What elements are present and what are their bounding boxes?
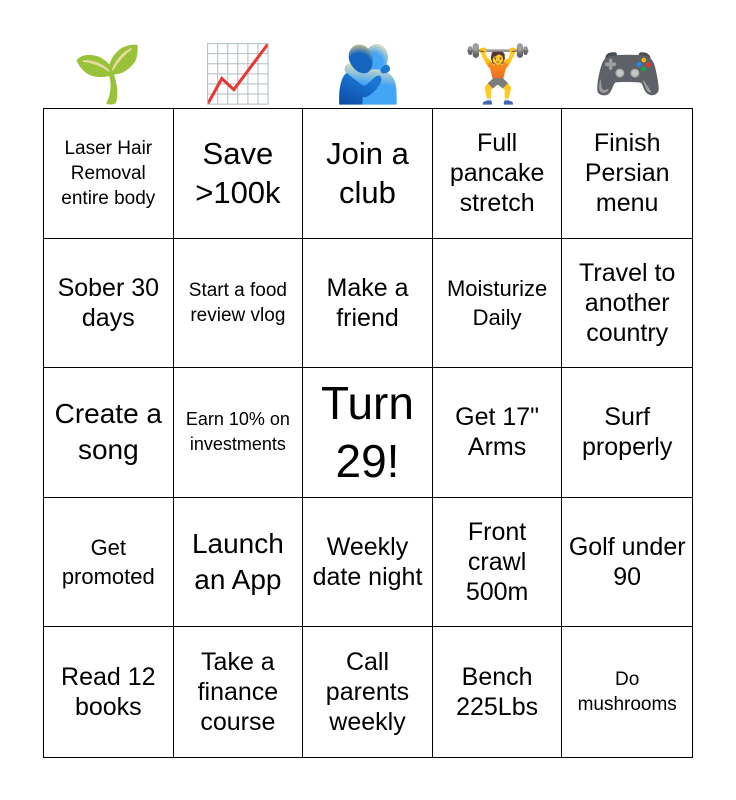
game-controller-icon: 🎮: [593, 42, 663, 105]
cell-text: Call parents weekly: [325, 648, 410, 737]
cell-text: Finish Persian menu: [584, 129, 670, 218]
bingo-cell[interactable]: [44, 109, 174, 239]
bingo-board: [43, 108, 693, 758]
cell-text: Travel to another country: [579, 258, 676, 347]
cell-text: Turn 29!: [321, 377, 414, 488]
cell-text: Laser Hair Removal entire body: [61, 137, 156, 209]
bingo-cell[interactable]: [44, 239, 174, 369]
people-hugging-icon: 🫂: [333, 42, 403, 105]
chart-increasing-icon: 📈: [203, 42, 273, 105]
cell-text: Surf properly: [582, 403, 673, 462]
cell-text: Save >100k: [195, 136, 281, 211]
bingo-cell[interactable]: [174, 109, 304, 239]
weight-lifter-icon: 🏋: [463, 42, 533, 105]
bingo-cell[interactable]: [174, 498, 304, 628]
bingo-cell[interactable]: [303, 109, 433, 239]
bingo-cell[interactable]: [562, 239, 692, 369]
cell-text: Sober 30 days: [57, 273, 160, 332]
bingo-cell[interactable]: [433, 498, 563, 628]
bingo-cell[interactable]: [44, 368, 174, 498]
cell-text: Join a club: [326, 136, 409, 211]
bingo-cell[interactable]: [562, 109, 692, 239]
bingo-cell[interactable]: [174, 368, 304, 498]
cell-text: Do mushrooms: [577, 669, 677, 716]
bingo-cell[interactable]: [433, 239, 563, 369]
bingo-cell[interactable]: [562, 498, 692, 628]
cell-text: Bench 225Lbs: [456, 663, 539, 722]
bingo-cell[interactable]: [433, 109, 563, 239]
seedling-icon: 🌱: [73, 42, 143, 105]
bingo-cell[interactable]: [174, 627, 304, 757]
cell-text: Launch an App: [191, 528, 284, 596]
cell-text: Moisturize Daily: [446, 275, 548, 330]
bingo-cell[interactable]: [44, 627, 174, 757]
cell-text: Make a friend: [326, 273, 409, 332]
cell-text: Earn 10% on investments: [185, 409, 290, 455]
cell-text: Weekly date night: [312, 533, 423, 592]
cell-text: Front crawl 500m: [465, 518, 529, 607]
bingo-cell[interactable]: [433, 627, 563, 757]
header-row: [43, 40, 693, 108]
cell-text: Create a song: [54, 398, 162, 466]
bingo-cell[interactable]: [562, 627, 692, 757]
bingo-cell[interactable]: [303, 498, 433, 628]
bingo-cell[interactable]: [433, 368, 563, 498]
bingo-cell[interactable]: [44, 498, 174, 628]
cell-text: Start a food review vlog: [188, 279, 287, 326]
bingo-cell[interactable]: [562, 368, 692, 498]
bingo-cell[interactable]: [174, 239, 304, 369]
cell-text: Get 17" Arms: [455, 403, 540, 462]
bingo-cell[interactable]: [303, 239, 433, 369]
cell-text: Golf under 90: [568, 533, 686, 592]
cell-text: Get promoted: [61, 535, 155, 590]
bingo-cell[interactable]: [303, 627, 433, 757]
free-space-cell[interactable]: [303, 368, 433, 498]
cell-text: Read 12 books: [61, 663, 156, 722]
cell-text: Take a finance course: [197, 648, 279, 737]
cell-text: Full pancake stretch: [449, 129, 545, 218]
